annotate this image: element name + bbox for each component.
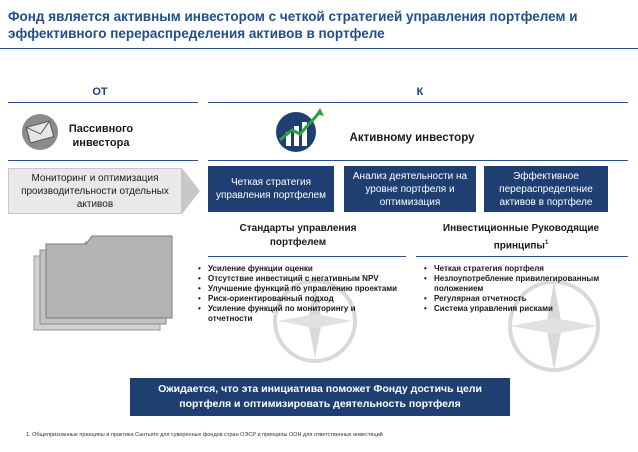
list-item: • Незлоупотребление привилегированным положением bbox=[424, 274, 630, 294]
standards-list bbox=[198, 264, 398, 324]
from-header-rule bbox=[8, 102, 198, 103]
to-header: К bbox=[416, 86, 424, 98]
standards-rule bbox=[208, 256, 406, 257]
passive-arrow-icon bbox=[182, 168, 200, 214]
active-box-reallocation: Эффективное перераспределение активов в портфеле bbox=[484, 166, 608, 212]
list-item: • Отсутствие инвестиций с негативным NPV bbox=[198, 274, 398, 284]
list-item: • Система управления рисками bbox=[424, 304, 630, 314]
active-box-analysis: Анализ деятельности на уровне портфеля и оптимизация bbox=[344, 166, 476, 212]
to-header-rule bbox=[208, 102, 628, 103]
list-item: • Риск-ориентированный подход bbox=[198, 294, 398, 304]
active-rule bbox=[208, 160, 628, 161]
principles-rule bbox=[416, 256, 628, 257]
list-item: • Усиление функций по мониторингу и отчетности bbox=[198, 304, 398, 324]
standards-title: Стандарты управления портфелем bbox=[239, 223, 357, 248]
list-item: • Усиление функции оценки bbox=[198, 264, 398, 274]
passive-envelope-icon bbox=[18, 112, 64, 152]
passive-box: Мониторинг и оптимизация производительности отдельных активов bbox=[8, 168, 182, 214]
active-label: Активному инвестору bbox=[349, 132, 475, 144]
title-divider bbox=[0, 48, 638, 49]
principles-title bbox=[436, 222, 606, 253]
principles-footnote-mark: 1 bbox=[544, 240, 549, 246]
folders-icon bbox=[26, 228, 176, 338]
list-item: • Улучшение функций по управлению проектами bbox=[198, 284, 398, 294]
conclusion-banner: Ожидается, что эта инициатива поможет Фонду достичь цели портфеля и оптимизировать деятельность портфеля bbox=[130, 378, 510, 416]
principles-title-text: Инвестиционные Руководящие принципы bbox=[442, 223, 600, 252]
principles-list bbox=[424, 264, 630, 314]
active-box-strategy: Четкая стратегия управления портфелем bbox=[208, 166, 334, 212]
list-item: • Регулярная отчетность bbox=[424, 294, 630, 304]
list-item: • Четкая стратегия портфеля bbox=[424, 264, 630, 274]
passive-label: Пассивного инвестора bbox=[68, 123, 134, 149]
from-header: ОТ bbox=[92, 86, 108, 98]
page-title: Фонд является активным инвестором с четкой стратегией управления портфелем и эффективного перераспределения активов в портфеле bbox=[8, 9, 578, 41]
passive-rule bbox=[8, 160, 198, 161]
footnote: 1. Общепризнанные принципы и практика Сантьяго для суверенных фондов стран ОЭСР и принципы ООН для ответственных инвестиций bbox=[26, 432, 383, 438]
growth-chart-icon bbox=[268, 104, 330, 154]
